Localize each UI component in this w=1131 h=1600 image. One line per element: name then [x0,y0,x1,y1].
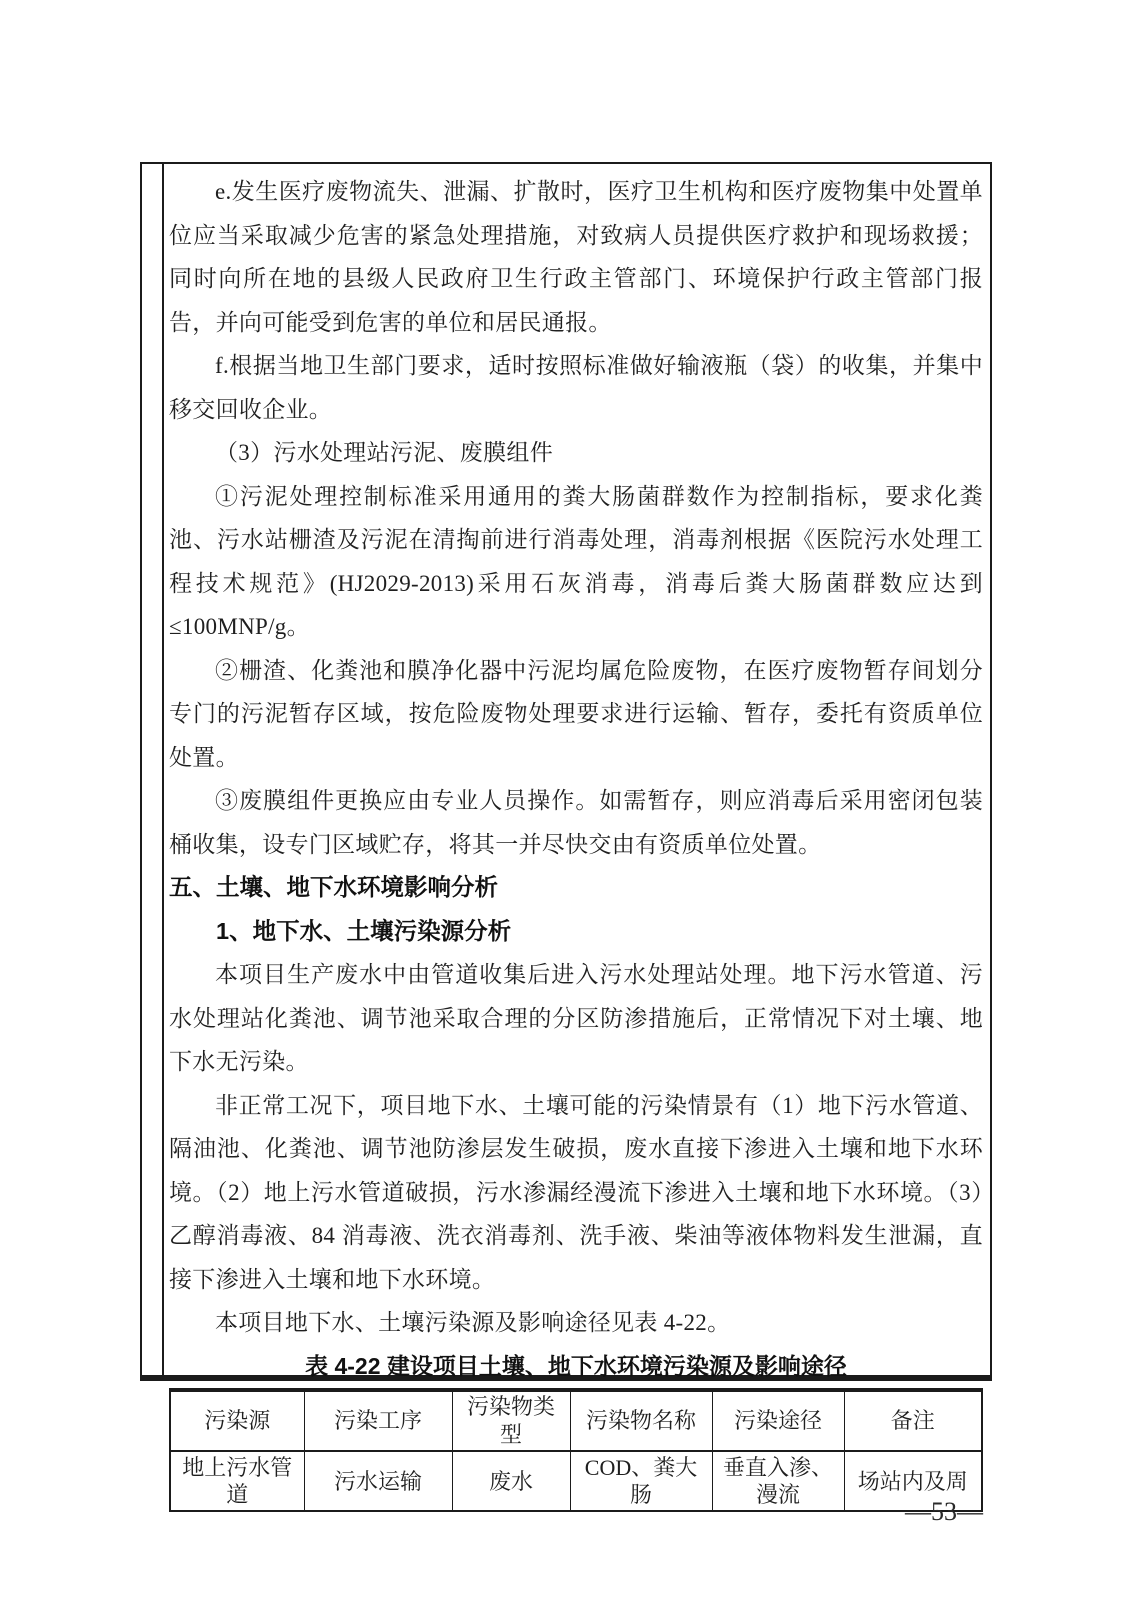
table-header-pollution-process: 污染工序 [304,1390,452,1451]
table-cell-pollutant-type: 废水 [452,1451,570,1511]
table-header-pollutant-type: 污染物类型 [452,1390,570,1451]
paragraph-wastewater-collection: 本项目生产废水中由管道收集后进入污水处理站处理。地下污水管道、污水处理站化粪池、调节池采取合理的分区防渗措施后，正常情况下对土壤、地下水无污染。 [169,962,983,1074]
section-heading-soil-groundwater: 五、土壤、地下水环境影响分析 [169,874,498,900]
paragraph-medical-waste-emergency: e.发生医疗废物流失、泄漏、扩散时，医疗卫生机构和医疗废物集中处置单位应当采取减少危害的紧急处理措施，对致病人员提供医疗救护和现场救援；同时向所在地的县级人民政府卫生行政主管部门、环境保护行政主管部门报告，并向可能受到危害的单位和居民通报。 [169,179,983,335]
table-cell-pollution-source: 地上污水管道 [170,1451,304,1511]
table-header-pollution-pathway: 污染途径 [712,1390,844,1451]
paragraph-abnormal-condition-scenarios: 非正常工况下，项目地下水、土壤可能的污染情景有（1）地下污水管道、隔油池、化粪池、调节池防渗层发生破损，废水直接下渗进入土壤和地下水环境。（2）地上污水管道破损，污水渗漏经漫流下渗进入土壤和地下水环境。（3）乙醇消毒液、84 消毒液、洗衣消毒剂、洗手液、柴油等液体物料发生泄漏，直接下渗进入土壤和地下水环境。 [169,1092,983,1292]
page-number: —53— [905,1497,983,1526]
table-caption: 表 4-22 建设项目土壤、地下水环境污染源及影响途径 [305,1352,847,1379]
paragraph-membrane-replacement: ③废膜组件更换应由专业人员操作。如需暂存，则应消毒后采用密闭包装桶收集，设专门区域贮存，将其一并尽快交由有资质单位处置。 [169,788,983,857]
paragraph-sludge-disinfection-standard: ①污泥处理控制标准采用通用的粪大肠菌群数作为控制指标，要求化粪池、污水站栅渣及污泥在清掏前进行消毒处理，消毒剂根据《医院污水处理工程技术规范》(HJ2029-2013)采用石灰消毒，消毒后粪大肠菌群数应达到≤100MNP/g。 [169,483,983,639]
table-cell-remarks: 场站内及周 [844,1451,982,1511]
table-header-row [170,1390,982,1451]
paragraph-sludge-membrane-title: （3）污水处理站污泥、废膜组件 [215,440,553,465]
table-cell-pollution-pathway: 垂直入渗、漫流 [712,1451,844,1511]
table-header-pollution-source: 污染源 [170,1390,304,1451]
paragraph-hazardous-sludge-storage: ②栅渣、化粪池和膜净化器中污泥均属危险废物，在医疗废物暂存间划分专门的污泥暂存区域，按危险废物处理要求进行运输、暂存，委托有资质单位处置。 [169,657,983,770]
subsection-heading-pollution-source-analysis: 1、地下水、土壤污染源分析 [216,917,512,944]
table-header-remarks: 备注 [844,1390,982,1451]
pollution-source-table [169,1388,983,1512]
content-frame [140,162,992,1507]
paragraph-infusion-bottle-collection: f.根据当地卫生部门要求，适时按照标准做好输液瓶（袋）的收集，并集中移交回收企业。 [169,353,983,422]
left-gutter-column [142,164,164,1375]
table-row [170,1451,982,1511]
paragraph-table-reference: 本项目地下水、土壤污染源及影响途径见表 4-22。 [215,1310,731,1335]
table-cell-pollutant-name: COD、粪大肠 [570,1451,712,1511]
content-area [164,164,995,1507]
table-header-pollutant-name: 污染物名称 [570,1390,712,1451]
table-cell-pollution-process: 污水运输 [304,1451,452,1511]
